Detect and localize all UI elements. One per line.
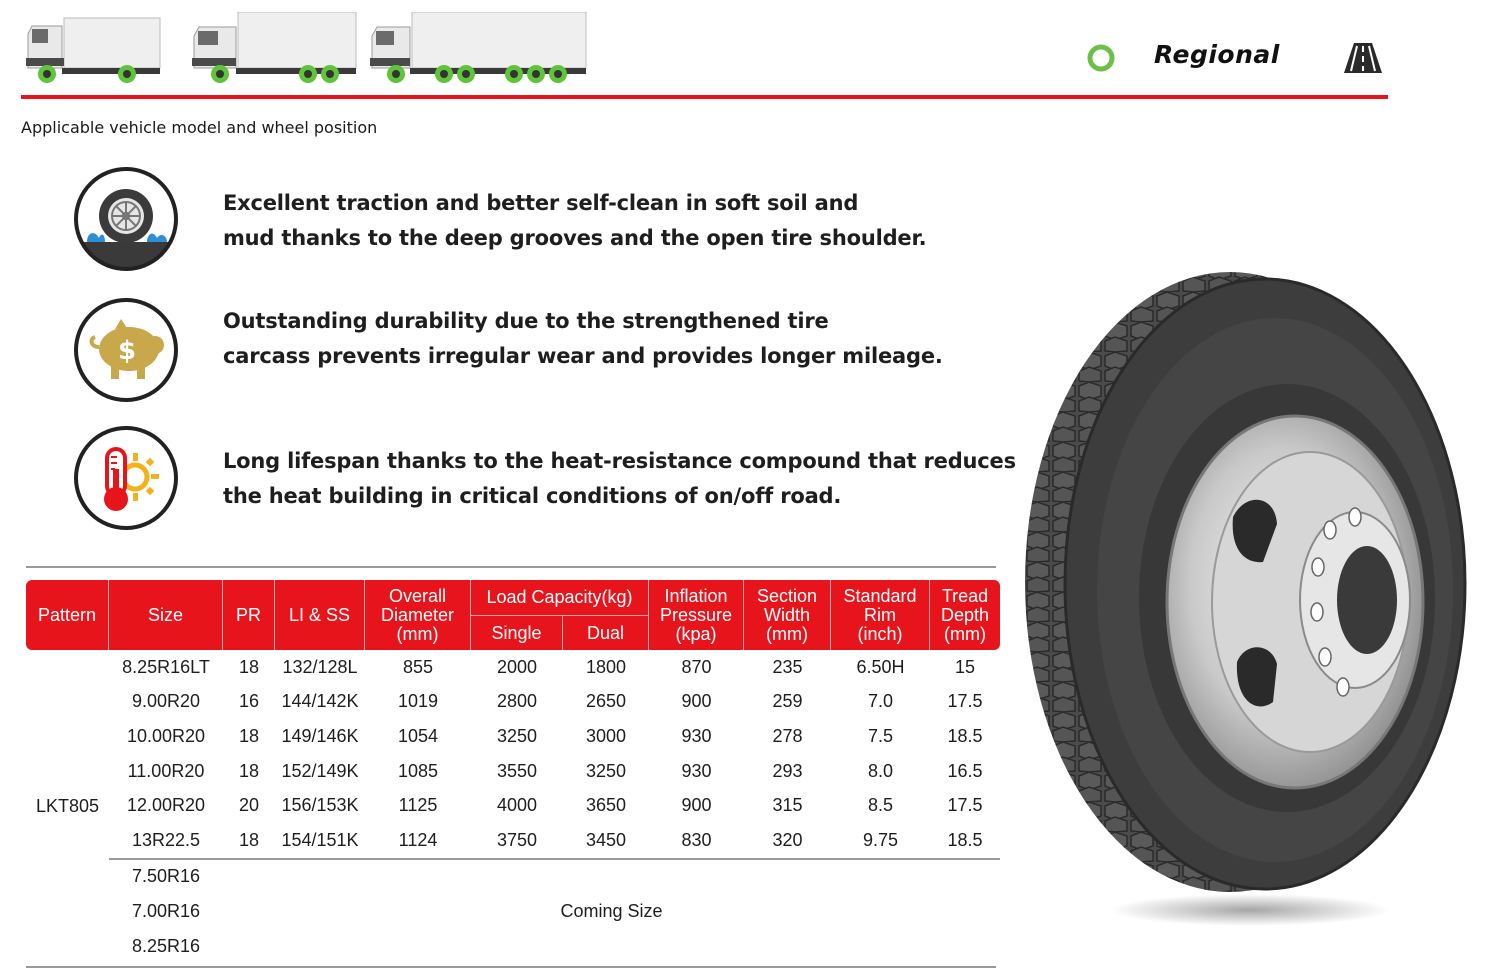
ip-cell: 870 — [681, 656, 712, 677]
feature-line: the heat building in critical conditions of on/off road. — [223, 484, 842, 508]
od-cell: 1125 — [398, 795, 438, 816]
sw-cell: 235 — [772, 656, 803, 677]
feature-line: Outstanding durability due to the strengthened tire — [223, 309, 829, 333]
truck-icons — [22, 12, 592, 87]
td-cell: 18.5 — [947, 725, 983, 746]
feature-durability-text — [223, 304, 943, 374]
truck-2-axle-icon — [22, 12, 167, 87]
single-cell: 2800 — [496, 691, 538, 712]
regional-ring-icon — [1086, 43, 1116, 73]
piggy-bank-dollar-icon — [73, 297, 179, 403]
single-cell: 3250 — [496, 725, 538, 746]
header-line: Tread — [941, 585, 989, 606]
header-line: (mm) — [396, 623, 439, 644]
feature-line: Excellent traction and better self-clean in soft soil and — [223, 191, 859, 215]
dual-cell: 3250 — [585, 760, 627, 781]
od-cell: 1019 — [397, 691, 439, 712]
single-cell: 3550 — [496, 760, 538, 781]
tire-in-mud-icon — [73, 166, 179, 272]
header-single: Single — [471, 615, 563, 650]
header-divider — [21, 95, 1388, 99]
coming-size-label: Coming Size — [560, 900, 663, 921]
od-cell: 1054 — [397, 725, 439, 746]
pr-cell: 18 — [223, 823, 275, 860]
feature-traction-text — [223, 186, 926, 256]
feature-lifespan-text — [223, 444, 1016, 514]
li-cell: 152/149K — [281, 760, 359, 781]
category-label: Regional — [1154, 40, 1280, 69]
header-section-width — [744, 580, 831, 650]
pattern-cell: LKT805 — [35, 796, 100, 817]
spec-table — [26, 580, 1000, 963]
rim-cell: 9.75 — [831, 823, 930, 860]
truck-3-axle-icon — [190, 12, 360, 87]
ip-cell: 930 — [681, 725, 712, 746]
header-pattern: Pattern — [26, 580, 109, 650]
li-cell: 144/142K — [281, 691, 359, 712]
size-cell: 12.00R20 — [126, 795, 206, 816]
sw-cell: 278 — [772, 725, 803, 746]
table-row — [26, 788, 1000, 823]
feature-line: mud thanks to the deep grooves and the open tire shoulder. — [223, 226, 927, 250]
coming-size-cell: 7.50R16 — [131, 866, 201, 887]
od-cell: 1085 — [397, 760, 439, 781]
rim-cell: 7.5 — [867, 725, 894, 746]
td-cell: 17.5 — [947, 795, 983, 816]
feature-line: Long lifespan thanks to the heat-resistance compound that reduces — [223, 449, 1016, 473]
road-icon — [1344, 43, 1382, 73]
size-cell: 10.00R20 — [126, 725, 206, 746]
svg-text:$: $ — [117, 336, 137, 366]
td-cell: 15 — [954, 656, 976, 677]
sw-cell: 293 — [772, 760, 803, 781]
single-cell: 2000 — [496, 656, 538, 677]
header-line: (mm) — [944, 623, 986, 644]
pr-cell: 16 — [238, 691, 260, 712]
truck-trailer-icon — [368, 12, 590, 87]
ip-cell: 900 — [681, 795, 712, 816]
li-cell: 154/151K — [275, 823, 365, 860]
header-line: Pressure — [659, 604, 733, 625]
header-line: Rim — [864, 604, 896, 625]
rim-cell: 6.50H — [856, 656, 905, 677]
header-line: (inch) — [857, 623, 903, 644]
header-line: Overall — [388, 585, 446, 606]
sw-cell: 315 — [772, 795, 803, 816]
ip-cell: 830 — [649, 823, 744, 860]
header-line: Standard — [843, 585, 917, 606]
vehicle-caption: Applicable vehicle model and wheel position — [21, 118, 378, 137]
dual-cell: 3000 — [585, 725, 627, 746]
table-bottom-divider — [26, 966, 996, 968]
table-row — [26, 754, 1000, 789]
size-cell: 8.25R16LT — [122, 656, 210, 677]
header-size: Size — [109, 580, 223, 650]
od-cell: 855 — [402, 656, 434, 677]
header-load-capacity: Load Capacity(kg) — [471, 580, 649, 615]
feature-line: carcass prevents irregular wear and provides longer mileage. — [223, 344, 943, 368]
single-cell: 3750 — [471, 823, 563, 860]
truck-tire-image — [1025, 262, 1475, 932]
size-cell: 11.00R20 — [127, 760, 205, 781]
size-cell: 9.00R20 — [131, 691, 201, 712]
td-cell: 18.5 — [930, 823, 1000, 860]
table-top-divider — [26, 566, 996, 568]
table-row — [26, 719, 1000, 754]
header-line: (mm) — [766, 623, 808, 644]
coming-size-cell: 7.00R16 — [131, 900, 201, 921]
ip-cell: 930 — [681, 760, 712, 781]
ip-cell: 900 — [681, 691, 712, 712]
header-line: Section — [756, 585, 818, 606]
td-cell: 16.5 — [947, 760, 983, 781]
dual-cell: 3650 — [585, 795, 627, 816]
header-standard-rim — [831, 580, 930, 650]
table-row — [26, 685, 1000, 720]
header-line: Depth — [940, 604, 990, 625]
size-cell: 13R22.5 — [109, 823, 223, 860]
pr-cell: 18 — [238, 760, 260, 781]
dual-cell: 3450 — [563, 823, 649, 860]
header-pr: PR — [223, 580, 275, 650]
rim-cell: 7.0 — [867, 691, 894, 712]
header-line: Width — [763, 604, 810, 625]
pr-cell: 18 — [238, 725, 260, 746]
od-cell: 1124 — [365, 823, 471, 860]
pr-cell: 18 — [238, 656, 260, 677]
sw-cell: 259 — [772, 691, 803, 712]
li-cell: 149/146K — [281, 725, 359, 746]
header-inflation-pressure — [649, 580, 744, 650]
header-line: (kpa) — [675, 623, 717, 644]
header-overall-diameter — [365, 580, 471, 650]
coming-row — [26, 860, 1000, 895]
rim-cell: 8.0 — [867, 760, 894, 781]
thermometer-sun-icon — [73, 425, 179, 531]
header-line: Inflation — [664, 585, 728, 606]
table-row — [26, 823, 1000, 860]
header-dual: Dual — [563, 615, 649, 650]
category-badge — [1086, 40, 1386, 76]
header-li-ss: LI & SS — [275, 580, 365, 650]
td-cell: 17.5 — [947, 691, 983, 712]
header-line: Diameter — [380, 604, 455, 625]
dual-cell: 2650 — [585, 691, 627, 712]
li-cell: 132/128L — [282, 656, 358, 677]
rim-cell: 8.5 — [867, 795, 894, 816]
coming-size-cell: 8.25R16 — [131, 935, 201, 956]
header-tread-depth — [930, 580, 1000, 650]
single-cell: 4000 — [496, 795, 538, 816]
sw-cell: 320 — [744, 823, 831, 860]
table-row — [26, 650, 1000, 685]
dual-cell: 1800 — [585, 656, 627, 677]
li-cell: 156/153K — [281, 795, 359, 816]
pr-cell: 20 — [238, 795, 260, 816]
